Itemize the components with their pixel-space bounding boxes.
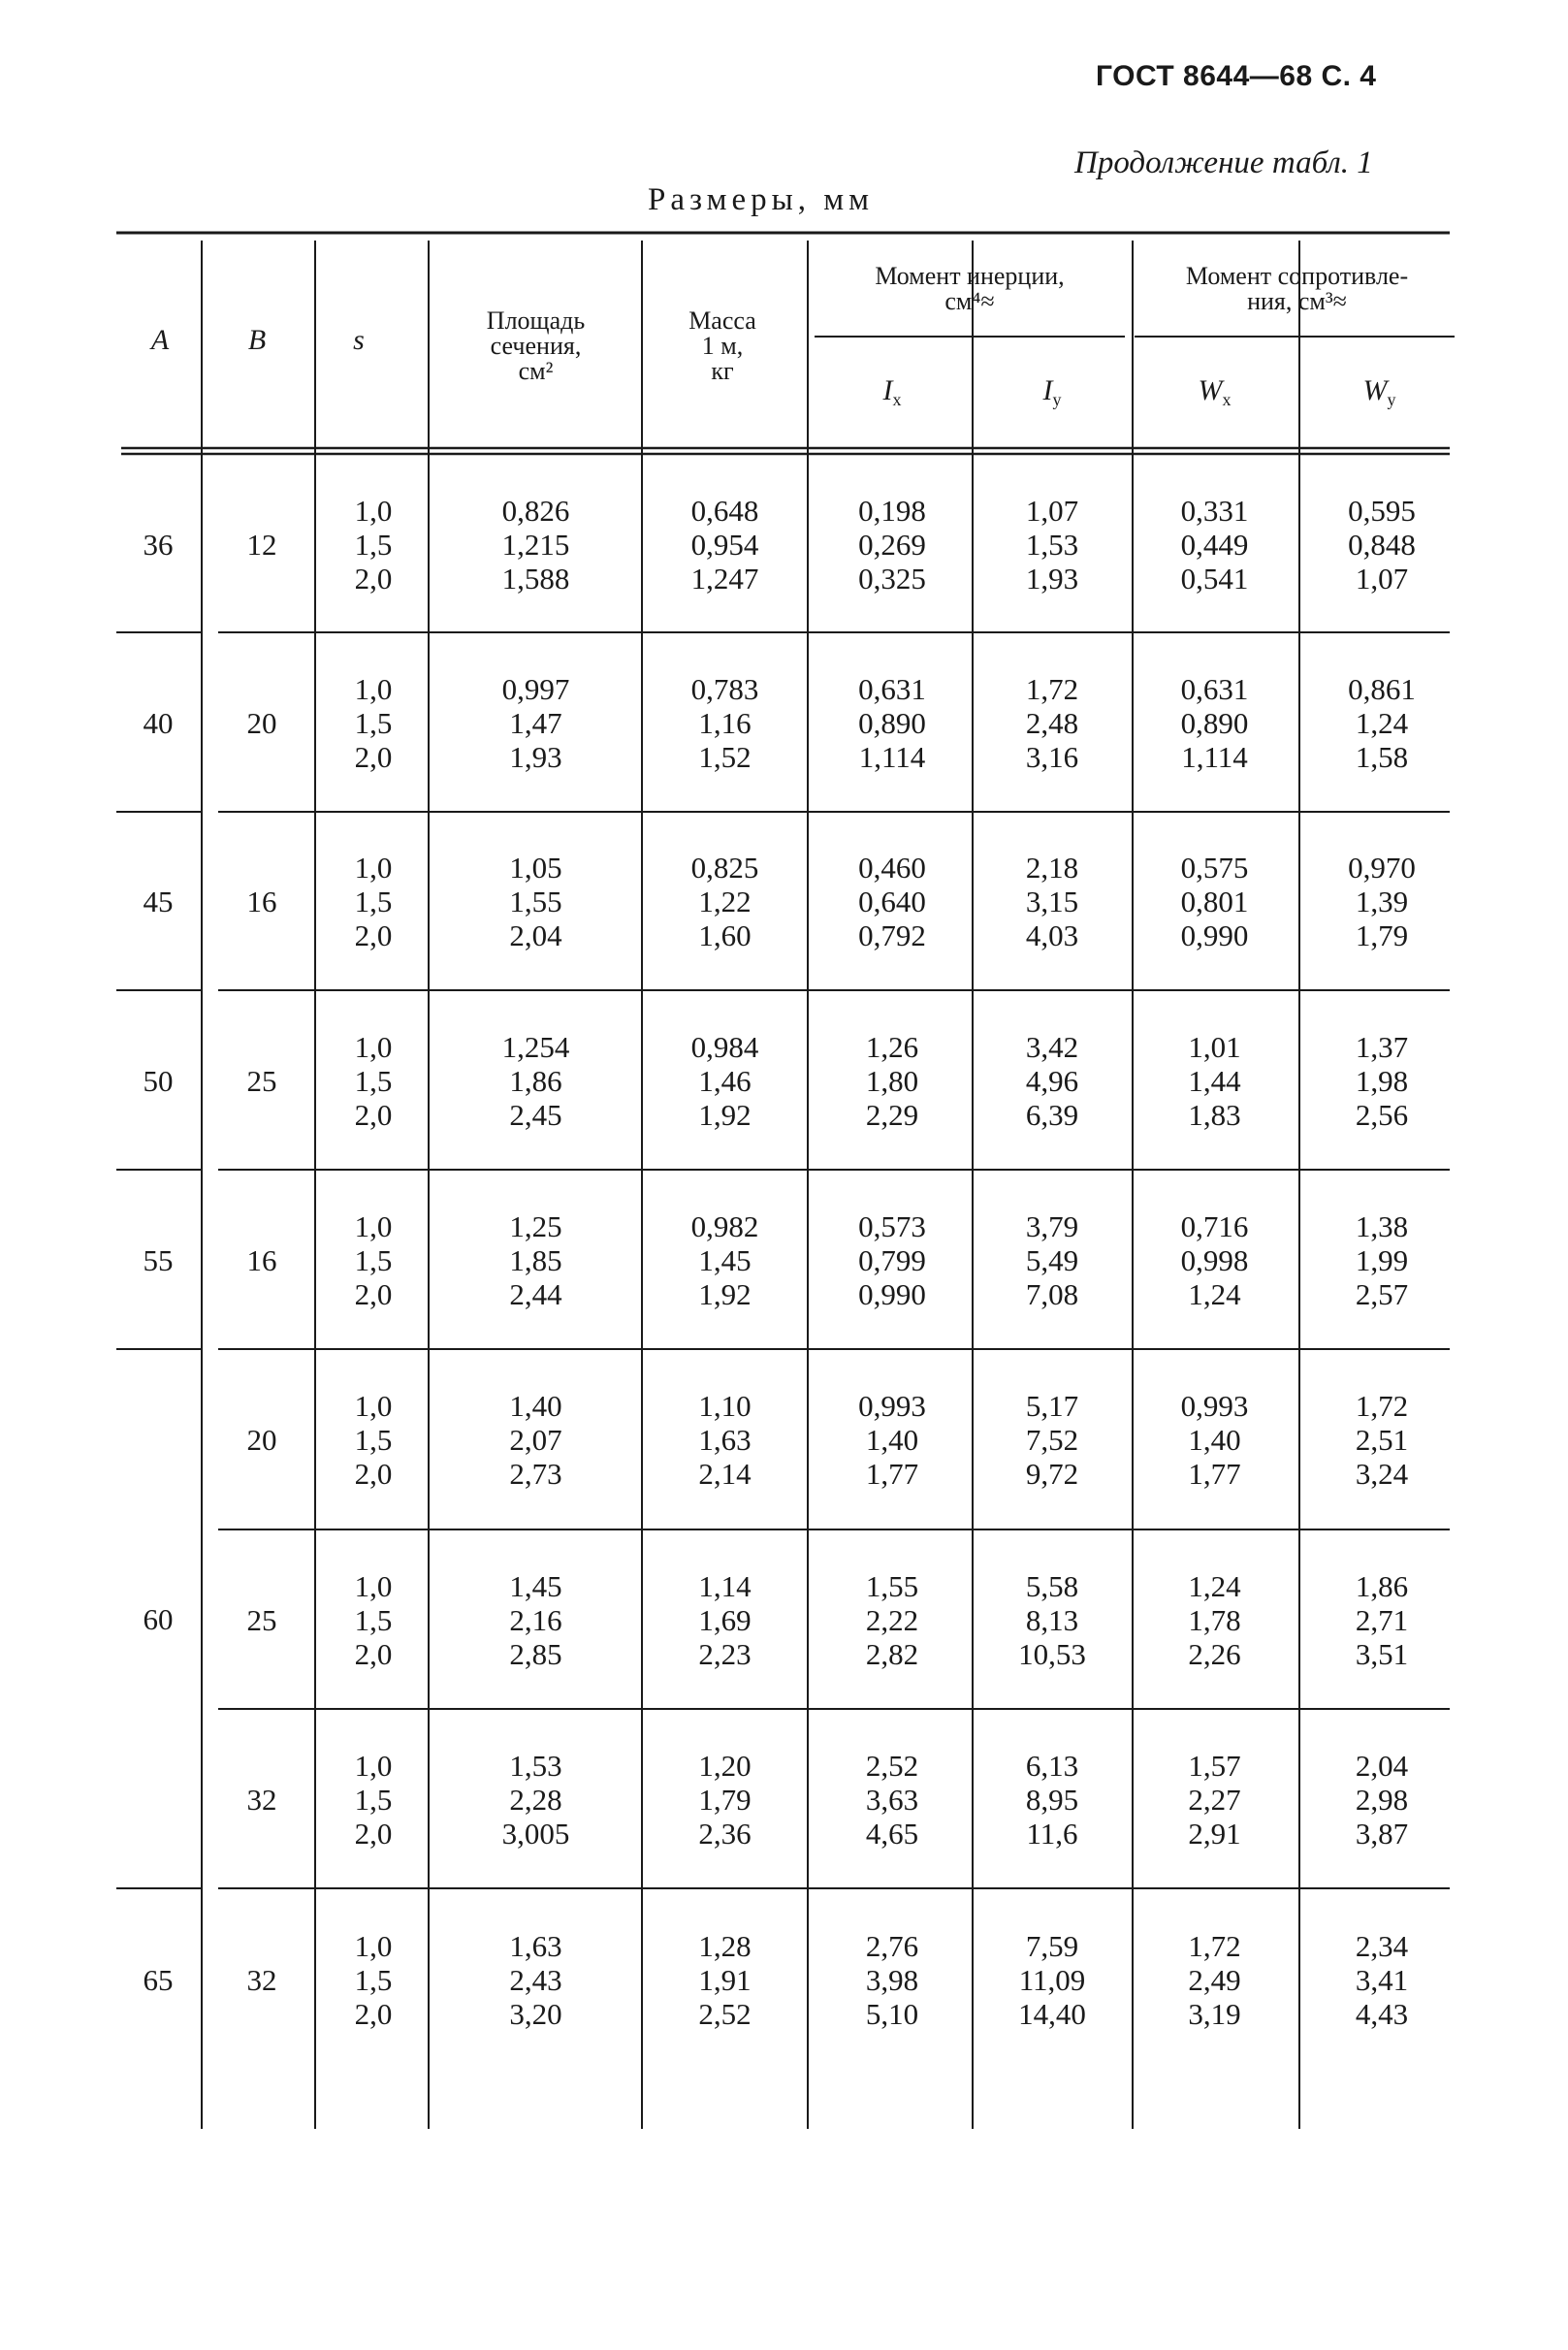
document-header: ГОСТ 8644—68 С. 4	[1096, 60, 1377, 92]
cell-value: 9,72	[1025, 1457, 1079, 1491]
cell-value: 2,52	[698, 1997, 752, 2031]
cell-wy	[1304, 1209, 1459, 1311]
cell-area	[436, 494, 635, 596]
cell-value: 1,0	[354, 851, 393, 885]
cell-s	[320, 1389, 427, 1491]
cell-ix	[815, 851, 970, 952]
cell-value: 6,13	[1025, 1748, 1079, 1783]
cell-value: 2,73	[509, 1457, 562, 1491]
cell-value: 0,325	[858, 562, 926, 596]
cell-value: 3,41	[1355, 1963, 1409, 1997]
cell-value: 0,890	[858, 705, 926, 740]
cell-value: 0,801	[1180, 885, 1249, 918]
cell-value: 2,36	[698, 1816, 752, 1851]
cell-value: 8,13	[1025, 1602, 1079, 1637]
cell-value: 1,83	[1188, 1097, 1241, 1132]
cell-value: 3,79	[1025, 1208, 1079, 1243]
cell-value: 1,45	[698, 1242, 752, 1277]
cell-s	[320, 1929, 427, 2031]
cell-value: 1,53	[509, 1748, 562, 1783]
cell-s	[320, 1749, 427, 1851]
cell-value: 4,03	[1025, 918, 1079, 952]
cell-value: 4,43	[1355, 1997, 1409, 2031]
cell-wx	[1135, 672, 1295, 774]
cell-value: 0,970	[1348, 851, 1416, 885]
cell-value: 0,331	[1180, 494, 1249, 528]
cell-wy	[1304, 1389, 1459, 1491]
cell-wx	[1135, 851, 1295, 952]
cell-s	[320, 494, 427, 596]
cell-value: 2,57	[1355, 1276, 1409, 1311]
cell-value: 2,76	[865, 1929, 919, 1963]
cell-value: 0,640	[858, 885, 926, 918]
cell-value: 3,63	[865, 1782, 919, 1817]
cell-value: 1,46	[698, 1063, 752, 1098]
cell-iy	[975, 672, 1130, 774]
cell-value: 1,39	[1355, 885, 1409, 918]
cell-value: 1,254	[501, 1029, 570, 1064]
cell-iy	[975, 851, 1130, 952]
cell-value: 2,0	[354, 1457, 393, 1491]
cell-value: 2,45	[509, 1097, 562, 1132]
cell-value: 0,792	[858, 918, 926, 952]
cell-iy	[975, 1209, 1130, 1311]
cell-mass	[645, 1030, 805, 1132]
cell-value: 0,825	[690, 851, 759, 885]
cell-value: 1,5	[354, 1963, 393, 1997]
cell-value: 1,60	[698, 918, 752, 952]
cell-mass	[645, 1569, 805, 1671]
cell-s	[320, 851, 427, 952]
cell-b: 25	[246, 1063, 277, 1098]
cell-value: 1,85	[509, 1242, 562, 1277]
cell-value: 1,55	[865, 1568, 919, 1603]
cell-value: 0,990	[858, 1276, 926, 1311]
col-header-area: Площадь сечения, см²	[486, 306, 586, 385]
cell-value: 1,22	[698, 885, 752, 918]
cell-b: 16	[246, 885, 277, 918]
cell-s	[320, 672, 427, 774]
cell-value: 1,93	[509, 739, 562, 774]
cell-b: 16	[246, 1242, 277, 1277]
cell-value: 0,541	[1180, 562, 1249, 596]
table-continuation-label: Продолжение табл. 1	[1074, 145, 1373, 180]
cell-value: 3,20	[509, 1997, 562, 2031]
cell-wx	[1135, 1749, 1295, 1851]
cell-value: 1,98	[1355, 1063, 1409, 1098]
cell-value: 0,998	[1180, 1242, 1249, 1277]
cell-wx	[1135, 1929, 1295, 2031]
cell-value: 1,5	[354, 1242, 393, 1277]
cell-s	[320, 1569, 427, 1671]
cell-value: 2,0	[354, 1816, 393, 1851]
cell-a: 65	[143, 1963, 174, 1997]
cell-value: 1,5	[354, 1602, 393, 1637]
cell-value: 1,86	[1355, 1568, 1409, 1603]
col-header-wy: $W_y$	[1362, 374, 1396, 409]
col-header-resistance-group: Момент сопротивле- ния, см³≈	[1185, 262, 1409, 315]
cell-value: 2,85	[509, 1636, 562, 1671]
cell-value: 1,38	[1355, 1208, 1409, 1243]
cell-value: 1,92	[698, 1097, 752, 1132]
cell-value: 1,40	[1188, 1423, 1241, 1457]
cell-value: 1,14	[698, 1568, 752, 1603]
col-header-wx: $W_x$	[1198, 374, 1232, 409]
cell-value: 2,29	[865, 1097, 919, 1132]
cell-value: 3,98	[865, 1963, 919, 1997]
cell-value: 2,16	[509, 1602, 562, 1637]
cell-ix	[815, 1569, 970, 1671]
cell-value: 1,91	[698, 1963, 752, 1997]
cell-ix	[815, 1030, 970, 1132]
cell-value: 2,51	[1355, 1423, 1409, 1457]
cell-wx	[1135, 1389, 1295, 1491]
cell-value: 1,5	[354, 705, 393, 740]
cell-b: 32	[246, 1782, 277, 1817]
cell-area	[436, 851, 635, 952]
cell-value: 3,42	[1025, 1029, 1079, 1064]
cell-wy	[1304, 1749, 1459, 1851]
cell-b: 32	[246, 1963, 277, 1997]
cell-value: 7,52	[1025, 1423, 1079, 1457]
cell-value: 1,58	[1355, 739, 1409, 774]
cell-value: 5,49	[1025, 1242, 1079, 1277]
cell-value: 1,77	[865, 1457, 919, 1491]
col-header-b: B	[247, 324, 267, 356]
cell-value: 0,990	[1180, 918, 1249, 952]
cell-mass	[645, 1209, 805, 1311]
cell-value: 1,114	[858, 739, 926, 774]
cell-wy	[1304, 494, 1459, 596]
cell-value: 11,09	[1018, 1963, 1086, 1997]
cell-value: 2,71	[1355, 1602, 1409, 1637]
cell-value: 3,51	[1355, 1636, 1409, 1671]
cell-value: 1,86	[509, 1063, 562, 1098]
cell-value: 1,16	[698, 705, 752, 740]
cell-value: 8,95	[1025, 1782, 1079, 1817]
cell-value: 0,890	[1180, 705, 1249, 740]
col-header-iy: $I_y$	[1042, 374, 1062, 409]
cell-value: 5,10	[865, 1997, 919, 2031]
cell-value: 1,93	[1025, 562, 1079, 596]
cell-value: 0,648	[690, 494, 759, 528]
col-header-ix: $I_x$	[882, 374, 902, 409]
cell-value: 10,53	[1018, 1636, 1086, 1671]
cell-value: 1,5	[354, 885, 393, 918]
cell-value: 1,92	[698, 1276, 752, 1311]
cell-value: 1,57	[1188, 1748, 1241, 1783]
cell-iy	[975, 1389, 1130, 1491]
cell-value: 4,96	[1025, 1063, 1079, 1098]
cell-value: 0,799	[858, 1242, 926, 1277]
cell-value: 1,40	[865, 1423, 919, 1457]
cell-wx	[1135, 1569, 1295, 1671]
cell-iy	[975, 1030, 1130, 1132]
cell-value: 7,59	[1025, 1929, 1079, 1963]
cell-value: 14,40	[1018, 1997, 1086, 2031]
cell-value: 2,48	[1025, 705, 1079, 740]
cell-s	[320, 1209, 427, 1311]
cell-area	[436, 672, 635, 774]
cell-value: 2,43	[509, 1963, 562, 1997]
cell-value: 1,80	[865, 1063, 919, 1098]
cell-value: 1,52	[698, 739, 752, 774]
cell-value: 0,993	[1180, 1389, 1249, 1423]
cell-ix	[815, 1929, 970, 2031]
cell-value: 1,07	[1025, 494, 1079, 528]
cell-value: 2,26	[1188, 1636, 1241, 1671]
cell-value: 1,72	[1025, 671, 1079, 706]
cell-value: 1,5	[354, 1782, 393, 1817]
cell-value: 1,247	[690, 562, 759, 596]
cell-wy	[1304, 851, 1459, 952]
cell-area	[436, 1030, 635, 1132]
cell-mass	[645, 851, 805, 952]
cell-value: 2,91	[1188, 1816, 1241, 1851]
cell-b: 25	[246, 1602, 277, 1637]
cell-value: 1,588	[501, 562, 570, 596]
cell-value: 1,07	[1355, 562, 1409, 596]
cell-value: 2,28	[509, 1782, 562, 1817]
cell-value: 2,82	[865, 1636, 919, 1671]
cell-value: 0,997	[501, 671, 570, 706]
cell-value: 2,0	[354, 562, 393, 596]
cell-wy	[1304, 1030, 1459, 1132]
cell-value: 6,39	[1025, 1097, 1079, 1132]
cell-value: 0,993	[858, 1389, 926, 1423]
cell-value: 0,631	[858, 671, 926, 706]
cell-value: 0,826	[501, 494, 570, 528]
cell-mass	[645, 1749, 805, 1851]
cell-wy	[1304, 1569, 1459, 1671]
cell-value: 2,98	[1355, 1782, 1409, 1817]
cell-value: 0,984	[690, 1029, 759, 1064]
col-header-s: s	[353, 324, 365, 356]
cell-value: 1,01	[1188, 1029, 1241, 1064]
cell-value: 0,449	[1180, 528, 1249, 562]
cell-wy	[1304, 1929, 1459, 2031]
cell-value: 11,6	[1026, 1816, 1078, 1851]
cell-value: 1,24	[1355, 705, 1409, 740]
cell-value: 1,24	[1188, 1276, 1241, 1311]
cell-value: 0,575	[1180, 851, 1249, 885]
cell-ix	[815, 1749, 970, 1851]
cell-mass	[645, 494, 805, 596]
cell-value: 0,198	[858, 494, 926, 528]
cell-value: 2,0	[354, 1276, 393, 1311]
cell-value: 3,005	[501, 1816, 570, 1851]
cell-a: 36	[143, 528, 174, 562]
cell-b: 20	[246, 705, 277, 740]
cell-value: 3,15	[1025, 885, 1079, 918]
cell-value: 1,05	[509, 851, 562, 885]
cell-value: 1,0	[354, 494, 393, 528]
cell-b: 20	[246, 1423, 277, 1457]
cell-a: 55	[143, 1242, 174, 1277]
cell-s	[320, 1030, 427, 1132]
cell-value: 0,573	[858, 1208, 926, 1243]
cell-value: 2,34	[1355, 1929, 1409, 1963]
cell-value: 3,16	[1025, 739, 1079, 774]
cell-value: 1,20	[698, 1748, 752, 1783]
cell-mass	[645, 672, 805, 774]
units-caption: Размеры, мм	[648, 182, 875, 217]
col-header-a: A	[150, 324, 170, 356]
col-header-inertia-group: Момент инерции, см⁴≈	[875, 262, 1065, 315]
cell-value: 2,0	[354, 1097, 393, 1132]
cell-value: 1,24	[1188, 1568, 1241, 1603]
cell-value: 1,63	[509, 1929, 562, 1963]
cell-iy	[975, 1749, 1130, 1851]
cell-value: 1,45	[509, 1568, 562, 1603]
cell-value: 0,716	[1180, 1208, 1249, 1243]
cell-value: 2,18	[1025, 851, 1079, 885]
cell-value: 0,460	[858, 851, 926, 885]
cell-area	[436, 1929, 635, 2031]
cell-value: 1,40	[509, 1389, 562, 1423]
cell-iy	[975, 1929, 1130, 2031]
cell-area	[436, 1569, 635, 1671]
cell-area	[436, 1389, 635, 1491]
cell-iy	[975, 1569, 1130, 1671]
cell-value: 2,07	[509, 1423, 562, 1457]
cell-mass	[645, 1929, 805, 2031]
cell-value: 1,0	[354, 1029, 393, 1064]
cell-value: 1,37	[1355, 1029, 1409, 1064]
cell-value: 1,53	[1025, 528, 1079, 562]
cell-value: 1,0	[354, 1748, 393, 1783]
cell-value: 2,23	[698, 1636, 752, 1671]
cell-value: 0,783	[690, 671, 759, 706]
cell-value: 1,0	[354, 1929, 393, 1963]
cell-value: 3,87	[1355, 1816, 1409, 1851]
cell-b: 12	[246, 528, 277, 562]
cell-a: 45	[143, 885, 174, 918]
cell-value: 0,269	[858, 528, 926, 562]
col-header-mass: Масса 1 м, кг	[688, 306, 756, 385]
cell-value: 1,55	[509, 885, 562, 918]
cell-value: 1,72	[1188, 1929, 1241, 1963]
cell-value: 1,63	[698, 1423, 752, 1457]
cell-value: 2,56	[1355, 1097, 1409, 1132]
cell-value: 0,595	[1348, 494, 1416, 528]
cell-value: 1,72	[1355, 1389, 1409, 1423]
cell-value: 2,0	[354, 918, 393, 952]
cell-value: 1,79	[1355, 918, 1409, 952]
cell-a: 60	[143, 1602, 174, 1636]
cell-value: 1,77	[1188, 1457, 1241, 1491]
cell-value: 1,69	[698, 1602, 752, 1637]
cell-ix	[815, 1209, 970, 1311]
cell-value: 2,0	[354, 1636, 393, 1671]
cell-value: 5,17	[1025, 1389, 1079, 1423]
cell-a: 50	[143, 1063, 174, 1098]
cell-value: 0,954	[690, 528, 759, 562]
cell-value: 1,0	[354, 1389, 393, 1423]
cell-value: 2,14	[698, 1457, 752, 1491]
cell-value: 1,47	[509, 705, 562, 740]
cell-value: 2,44	[509, 1276, 562, 1311]
cell-iy	[975, 494, 1130, 596]
cell-value: 2,0	[354, 1997, 393, 2031]
cell-value: 1,26	[865, 1029, 919, 1064]
cell-value: 1,10	[698, 1389, 752, 1423]
cell-value: 2,52	[865, 1748, 919, 1783]
cell-value: 5,58	[1025, 1568, 1079, 1603]
cell-value: 1,25	[509, 1208, 562, 1243]
cell-value: 2,22	[865, 1602, 919, 1637]
cell-value: 1,0	[354, 671, 393, 706]
cell-value: 4,65	[865, 1816, 919, 1851]
cell-value: 1,5	[354, 1423, 393, 1457]
cell-ix	[815, 1389, 970, 1491]
cell-value: 0,631	[1180, 671, 1249, 706]
cell-value: 1,5	[354, 1063, 393, 1098]
cell-value: 3,19	[1188, 1997, 1241, 2031]
cell-value: 0,861	[1348, 671, 1416, 706]
cell-value: 1,114	[1181, 739, 1248, 774]
cell-value: 1,215	[501, 528, 570, 562]
cell-value: 1,78	[1188, 1602, 1241, 1637]
cell-value: 3,24	[1355, 1457, 1409, 1491]
cell-value: 2,04	[1355, 1748, 1409, 1783]
cell-value: 1,44	[1188, 1063, 1241, 1098]
cell-wy	[1304, 672, 1459, 774]
cell-area	[436, 1749, 635, 1851]
cell-value: 2,27	[1188, 1782, 1241, 1817]
cell-value: 2,49	[1188, 1963, 1241, 1997]
cell-value: 1,79	[698, 1782, 752, 1817]
cell-value: 0,982	[690, 1208, 759, 1243]
cell-area	[436, 1209, 635, 1311]
cell-value: 1,28	[698, 1929, 752, 1963]
cell-wx	[1135, 1209, 1295, 1311]
cell-value: 0,848	[1348, 528, 1416, 562]
cell-ix	[815, 494, 970, 596]
cell-value: 2,0	[354, 739, 393, 774]
cell-value: 1,99	[1355, 1242, 1409, 1277]
cell-a: 40	[143, 705, 174, 740]
cell-wx	[1135, 494, 1295, 596]
cell-value: 1,0	[354, 1568, 393, 1603]
cell-value: 1,5	[354, 528, 393, 562]
cell-value: 1,0	[354, 1208, 393, 1243]
cell-ix	[815, 672, 970, 774]
cell-mass	[645, 1389, 805, 1491]
cell-value: 7,08	[1025, 1276, 1079, 1311]
cell-value: 2,04	[509, 918, 562, 952]
cell-wx	[1135, 1030, 1295, 1132]
